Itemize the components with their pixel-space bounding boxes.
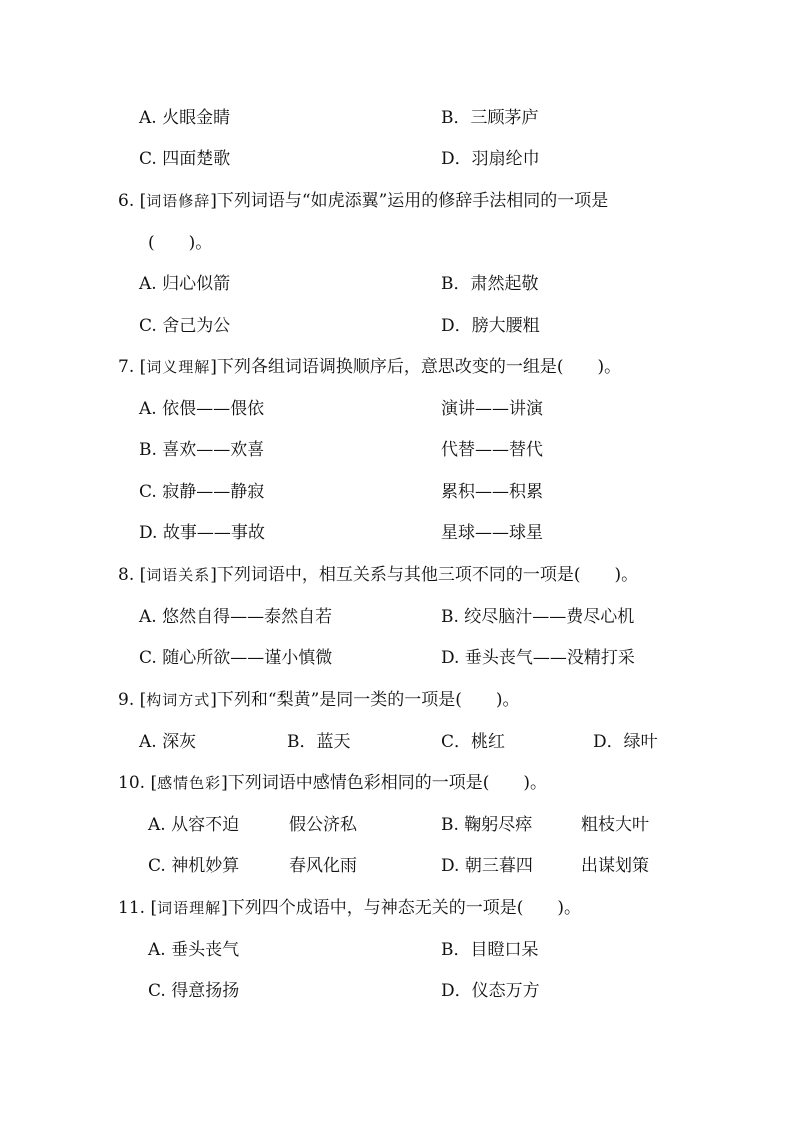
q9-stem — [118, 689, 520, 711]
q11-option-a: A. 垂头丧气 — [148, 940, 240, 960]
question-number: 9. [ — [118, 690, 147, 710]
q7-stem — [118, 356, 621, 378]
question-text: ]下列词语与“如虎添翼”运用的修辞手法相同的一项是 — [210, 191, 609, 211]
question-number: 10. [ — [118, 773, 158, 793]
question-text: ]下列四个成语中，与神态无关的一项是( )。 — [221, 898, 581, 918]
q10-option-a-word2: 假公济私 — [289, 815, 357, 835]
q7-option-b-pair1: B. 喜欢——欢喜 — [139, 440, 265, 460]
q10-option-b-word2: 粗枝大叶 — [581, 815, 649, 835]
q10-option-b-word1: B. 鞠躬尽瘁 — [441, 815, 533, 835]
question-text: ]下列词语中感情色彩相同的一项是( )。 — [221, 773, 547, 793]
q8-option-d: D. 垂头丧气——没精打采 — [441, 648, 635, 668]
question-number: 7. [ — [118, 357, 147, 377]
q7-option-d-pair2: 星球——球星 — [441, 523, 543, 543]
q5-option-b: B．三顾茅庐 — [441, 108, 539, 128]
question-number: 8. [ — [118, 565, 147, 585]
question-category-tag: 词语修辞 — [146, 192, 211, 210]
q8-option-c: C. 随心所欲——谨小慎微 — [139, 648, 333, 668]
q5-option-c: C. 四面楚歌 — [139, 149, 231, 169]
q7-option-a-pair2: 演讲——讲演 — [441, 399, 543, 419]
q9-option-d: D．绿叶 — [593, 732, 658, 752]
q6-stem — [118, 190, 608, 212]
q10-option-d-word2: 出谋划策 — [581, 856, 649, 876]
q6-option-d: D．膀大腰粗 — [441, 316, 540, 336]
q10-option-c-word2: 春风化雨 — [289, 856, 357, 876]
q6-option-a: A. 归心似箭 — [139, 274, 231, 294]
q11-option-d: D．仪态万方 — [441, 981, 540, 1001]
q6-option-c: C. 舍己为公 — [139, 316, 231, 336]
question-category-tag: 词义理解 — [146, 358, 211, 376]
q11-stem — [118, 897, 581, 919]
question-text: ]下列各组词语调换顺序后，意思改变的一组是( )。 — [210, 357, 622, 377]
q8-option-a: A. 悠然自得——泰然自若 — [139, 607, 333, 627]
question-category-tag: 词语关系 — [146, 566, 211, 584]
q7-option-c-pair1: C. 寂静——静寂 — [139, 482, 265, 502]
question-number: 11. [ — [118, 898, 158, 918]
q7-option-a-pair1: A. 依偎——偎依 — [139, 399, 265, 419]
q10-option-c-word1: C. 神机妙算 — [148, 856, 240, 876]
q7-option-b-pair2: 代替——替代 — [441, 440, 543, 460]
q11-option-c: C. 得意扬扬 — [148, 981, 240, 1001]
q7-option-d-pair1: D. 故事——事故 — [139, 523, 265, 543]
q10-stem — [118, 772, 547, 794]
q5-option-d: D．羽扇纶巾 — [441, 149, 540, 169]
q8-option-b: B. 绞尽脑汁——费尽心机 — [441, 607, 635, 627]
q7-option-c-pair2: 累积——积累 — [441, 482, 543, 502]
q6-answer-blank: ( )。 — [148, 233, 213, 253]
q10-option-a-word1: A. 从容不迫 — [148, 815, 240, 835]
question-category-tag: 感情色彩 — [157, 774, 222, 792]
q8-stem — [118, 564, 638, 586]
q10-option-d-word1: D. 朝三暮四 — [441, 856, 533, 876]
q6-option-b: B．肃然起敬 — [441, 274, 539, 294]
question-text: ]下列和“梨黄”是同一类的一项是( )。 — [210, 690, 520, 710]
question-category-tag: 构词方式 — [146, 691, 211, 709]
question-text: ]下列词语中，相互关系与其他三项不同的一项是( )。 — [210, 565, 639, 585]
q9-option-b: B．蓝天 — [287, 732, 351, 752]
q9-option-c: C．桃红 — [441, 732, 506, 752]
question-number: 6. [ — [118, 191, 147, 211]
question-category-tag: 词语理解 — [157, 899, 222, 917]
q11-option-b: B．目瞪口呆 — [441, 940, 539, 960]
q9-option-a: A. 深灰 — [139, 732, 197, 752]
q5-option-a: A. 火眼金睛 — [139, 108, 231, 128]
